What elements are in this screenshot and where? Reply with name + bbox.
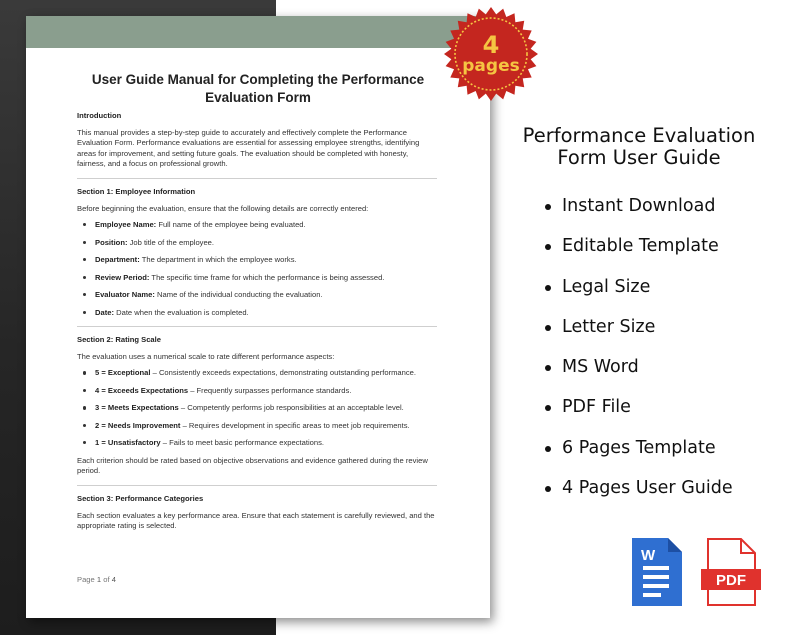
document-title — [26, 71, 490, 107]
list-item: 5 = Exceptional – Consistently exceeds expectations, demonstrating outstanding performance. — [95, 368, 437, 379]
feature-item: MS Word — [545, 354, 733, 394]
section1-list — [77, 220, 437, 318]
document-title-line2: Evaluation Form — [205, 90, 311, 105]
section-divider — [77, 485, 437, 486]
pdf-file-icon — [701, 538, 761, 606]
footer-page-word: Page — [77, 575, 95, 584]
word-icon-letter: W — [641, 547, 656, 564]
feature-item: 4 Pages User Guide — [545, 475, 733, 515]
product-title-line2: Form User Guide — [557, 146, 721, 169]
list-item: 3 = Meets Expectations – Competently performs job responsibilities at an acceptable level. — [95, 403, 437, 414]
document-page — [26, 16, 490, 618]
product-title-line1: Performance Evaluation — [522, 124, 756, 147]
page-footer — [77, 575, 116, 584]
document-body — [77, 111, 437, 538]
feature-item: Editable Template — [545, 233, 733, 273]
section2-note: Each criterion should be rated based on objective observations and evidence gathered during the review period. — [77, 455, 428, 476]
footer-of-word: of — [103, 575, 110, 584]
feature-item: Instant Download — [545, 193, 733, 233]
footer-total-pages: 4 — [111, 575, 116, 584]
intro-heading: Introduction — [77, 111, 122, 120]
list-item: Employee Name: Full name of the employee being evaluated. — [95, 220, 437, 231]
document-title-line1: User Guide Manual for Completing the Performance — [91, 72, 425, 87]
intro-paragraph: This manual provides a step-by-step guide to accurately and effectively complete the Performance Evaluation Form. Performance evaluations are essential for assessing employee strengths, identifying areas for improvement, and setting future goals. The evaluation should be completed with honesty, fairness, and a focus on professional growth. — [77, 127, 420, 169]
section2-list — [77, 368, 437, 449]
product-title — [496, 125, 782, 169]
list-item: Review Period: The specific time frame for which the performance is being assessed. — [95, 273, 437, 284]
document-header-band — [26, 16, 490, 48]
section-divider — [77, 326, 437, 327]
feature-item: PDF File — [545, 394, 733, 434]
footer-current-page: 1 — [96, 575, 102, 584]
feature-list — [545, 193, 733, 515]
feature-item: Legal Size — [545, 274, 733, 314]
list-item: Evaluator Name: Name of the individual conducting the evaluation. — [95, 290, 437, 301]
list-item: Department: The department in which the employee works. — [95, 255, 437, 266]
list-item: Date: Date when the evaluation is completed. — [95, 308, 437, 319]
badge-word: pages — [462, 55, 520, 76]
pages-badge — [443, 6, 539, 102]
section2-paragraph: The evaluation uses a numerical scale to rate different performance aspects: — [77, 351, 335, 361]
pdf-icon-label: PDF — [716, 572, 746, 589]
badge-number: 4 — [482, 30, 500, 59]
section2-heading: Section 2: Rating Scale — [77, 335, 161, 345]
list-item: 4 = Exceeds Expectations – Frequently surpasses performance standards. — [95, 386, 437, 397]
section3-paragraph: Each section evaluates a key performance area. Ensure that each statement is carefully reviewed, and the appropriate rating is selected. — [77, 510, 435, 531]
list-item: Position: Job title of the employee. — [95, 238, 437, 249]
section1-paragraph: Before beginning the evaluation, ensure that the following details are correctly entered: — [77, 203, 369, 213]
feature-item: Letter Size — [545, 314, 733, 354]
feature-item: 6 Pages Template — [545, 435, 733, 475]
list-item: 1 = Unsatisfactory – Fails to meet basic performance expectations. — [95, 438, 437, 449]
section1-heading: Section 1: Employee Information — [77, 186, 196, 196]
section-divider — [77, 178, 437, 179]
section3-heading: Section 3: Performance Categories — [77, 493, 204, 503]
list-item: 2 = Needs Improvement – Requires development in specific areas to meet job requirements. — [95, 421, 437, 432]
word-file-icon — [632, 538, 682, 606]
